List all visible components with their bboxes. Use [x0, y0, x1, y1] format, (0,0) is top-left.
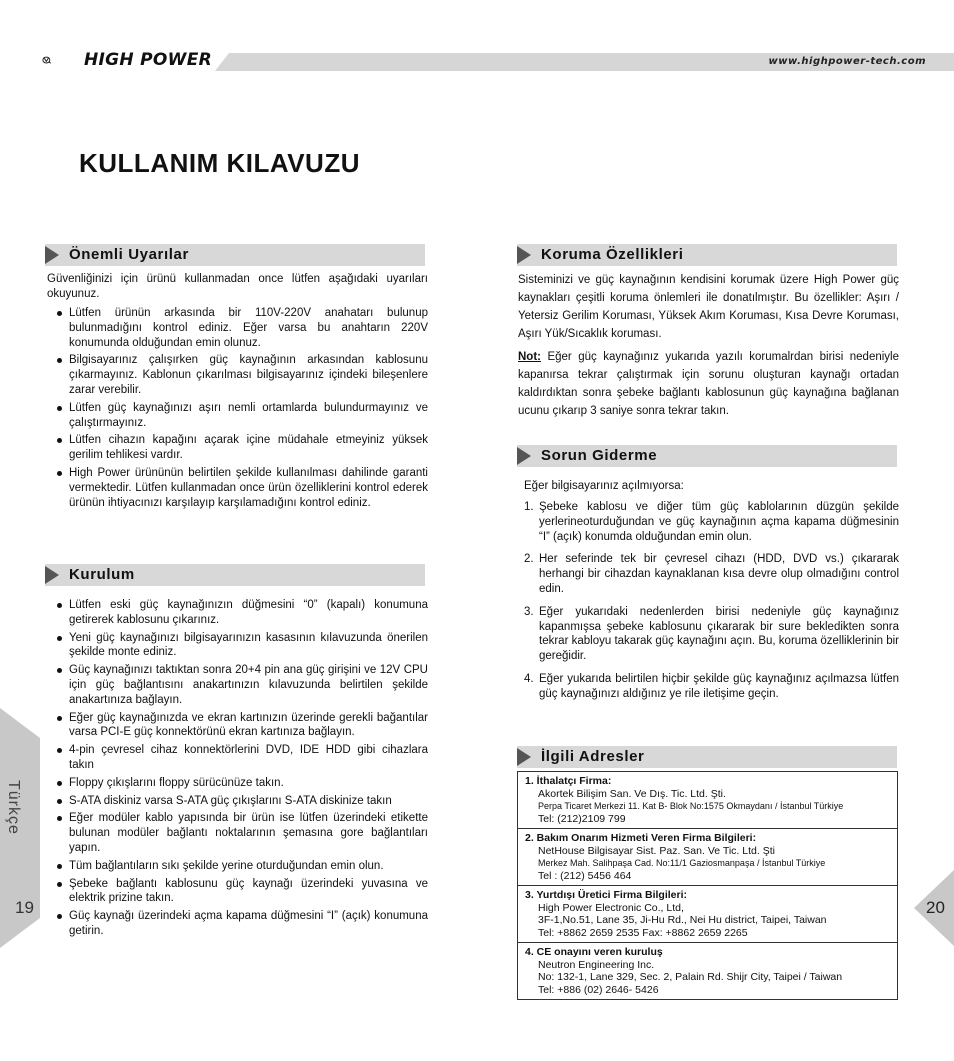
address-line: Neutron Engineering Inc. — [538, 958, 655, 971]
list-item: Yeni güç kaynağınızı bilgisayarınızın kasasının kılavuzunda önerilen şekilde monte ediniz. — [55, 631, 428, 661]
list-item — [518, 500, 899, 544]
list-item: S-ATA diskiniz varsa S-ATA güç çıkışlarını S-ATA diskinize takın — [55, 794, 428, 809]
item-number: 3. — [524, 605, 534, 618]
list-item: Lütfen cihazın kapağını açarak içine müdahale etmeyiniz yüksek gerilim tehlikesi vardır. — [55, 433, 428, 463]
brand-name: HIGH POWER — [84, 50, 213, 70]
address-line: NetHouse Bilgisayar Sist. Paz. San. Ve Tic. Ltd. Şti — [538, 844, 775, 857]
list-item: Lütfen güç kaynağınızı aşırı nemli ortamlarda bulundurmayınız ve çalıştırmayınız. — [55, 401, 428, 431]
item-number: 2. — [524, 553, 534, 566]
section-header-warnings — [45, 244, 425, 266]
list-item: Bilgisayarınız çalışırken güç kaynağının arkasından kablosunu çıkarmayınız. Kablonun çıkarılması bilgisayarınız içindeki bileşenlere zarar verebilir. — [55, 353, 428, 397]
address-line: Perpa Ticaret Merkezi 11. Kat B- Blok No:1575 Okmaydanı / İstanbul Türkiye — [538, 801, 844, 811]
installation-list — [55, 598, 428, 942]
list-item: Lütfen ürünün arkasında bir 110V-220V anahatarı bulunup bulunmadığını kontrol ediniz. Eğer varsa bu anahtarın 220V konumunda olduğundan emin olunuz. — [55, 306, 428, 350]
warnings-list — [55, 306, 428, 513]
address-tel: Tel : (212) 5456 464 — [538, 869, 632, 882]
page-number-left: 19 — [15, 898, 34, 917]
item-text: Şebeke kablosu ve diğer tüm güç kablolarının düzgün şekilde yerlerineoturduğundan ve güç kaynağının açma kapama düğmesinin “I” (açık) konumda olduğundan emin olun. — [539, 501, 899, 543]
address-tel: Tel: +886 (02) 2646- 5426 — [538, 983, 659, 996]
address-title: 2. Bakım Onarım Hizmeti Veren Firma Bilgileri: — [525, 832, 757, 844]
page-number-right: 20 — [926, 898, 945, 917]
item-text: Eğer yukarıda belirtilen hiçbir şekilde güç kaynağınız açılmazsa lütfen güç kaynağınızı aldığınız ye rile iletişime geçin. — [539, 672, 899, 700]
address-line: Akortek Bilişim San. Ve Dış. Tic. Ltd. Şti. — [538, 787, 726, 800]
list-item — [518, 605, 899, 664]
section-title: Önemli Uyarılar — [69, 246, 189, 263]
note-text: Eğer güç kaynağınız yukarıda yazılı korumalrdan birisi nedeniyle kapanırsa tekrar çalıştırmak için sorunu oluşturan kaynağı ortadan kaldırdıktan sonra şebeke bağlantı kablosunun güç kaynağına bağlanan ucunu çıkarıp 3 saniye sonra tekrar takın. — [518, 351, 899, 417]
section-header-addresses — [517, 746, 897, 768]
list-item — [518, 552, 899, 596]
address-block-service — [518, 829, 897, 886]
list-item: Şebeke bağlantı kablosunu güç kaynağı üzerindeki yuvasına ve elektrik prizine takın. — [55, 877, 428, 907]
list-item: 4-pin çevresel cihaz konnektörlerini DVD, IDE HDD gibi cihazlara takın — [55, 743, 428, 773]
list-item: Güç kaynağı üzerindeki açma kapama düğmesini “I” (açık) konumuna getirin. — [55, 909, 428, 939]
troubleshooting-list — [518, 500, 899, 710]
address-line: 3F-1,No.51, Lane 35, Ji-Hu Rd., Nei Hu district, Taipei, Taiwan — [538, 914, 827, 926]
list-item: High Power ürününün belirtilen şekilde kullanılması dahilinde garanti vermektedir. Lütfen kullanmadan once ürün özelliklerini kontrol ederek ürünün ihtiyacınızı karşılayıp karşılamadığını kontrol ediniz. — [55, 466, 428, 510]
address-tel: Tel: +8862 2659 2535 Fax: +8862 2659 2265 — [538, 926, 748, 939]
header-url[interactable]: www.highpower-tech.com — [768, 56, 926, 67]
language-label: Türkçe — [5, 780, 22, 835]
brand-logo-icon — [42, 44, 82, 76]
address-line: No: 132-1, Lane 329, Sec. 2, Palain Rd. Shijr City, Taipei / Taiwan — [538, 971, 843, 983]
protection-paragraph: Sisteminizi ve güç kaynağının kendisini korumak üzere High Power güç kaynakları çeşitli koruma önlemleri ile donatılmıştır. Bu özellikler: Aşırı / Yetersiz Gerilim Koruması, Yüksek Akım Koruması, Kısa Devre Koruması, Aşırı Yük/Sıcaklık koruması. — [518, 274, 899, 340]
list-item: Güç kaynağınızı taktıktan sonra 20+4 pin ana güç girişini ve 12V CPU için güç bağlantısını anakartınızın kılavuzunda belirtilen şekilde anakartınıza bağlayın. — [55, 663, 428, 707]
list-item: Eğer modüler kablo yapısında bir ürün ise lütfen üzerindeki etikette bulunan modüler bağlantı noktalarının şemasına gore bağlantıları yapın. — [55, 811, 428, 855]
list-item: Tüm bağlantıların sıkı şekilde yerine oturduğundan emin olun. — [55, 859, 428, 874]
section-arrow-icon — [517, 748, 531, 766]
warnings-intro: Güvenliğinizi için ürünü kullanmadan once lütfen aşağıdaki uyarıları okuyunuz. — [47, 273, 428, 300]
section-title: Sorun Giderme — [541, 447, 658, 464]
item-text: Her seferinde tek bir çevresel cihazı (HDD, DVD vs.) çıkararak herhangi bir cihazdan kaynaklanan kısa devre olup olmadığını control edin. — [539, 553, 899, 595]
address-block-ce — [518, 943, 897, 999]
section-title: İlgili Adresler — [541, 748, 645, 765]
address-table — [517, 771, 898, 1000]
section-arrow-icon — [45, 566, 59, 584]
address-line: High Power Electronic Co., Ltd, — [538, 901, 684, 914]
section-title: Koruma Özellikleri — [541, 246, 684, 263]
section-arrow-icon — [517, 447, 531, 465]
item-text: Eğer yukarıdaki nedenlerden birisi nedeniyle güç kaynağınız kapanmışsa şebeke kablosunu çıkararak bir sure bekledikten sonra tekrar kabloyu takarak güç kaynağını açın. Bu, koruma özelliklerinin bir gereğidir. — [539, 605, 899, 663]
list-item — [518, 672, 899, 702]
address-title: 3. Yurtdışı Üretici Firma Bilgileri: — [525, 889, 688, 901]
address-title: 4. CE onayını veren kuruluş — [525, 946, 663, 958]
section-arrow-icon — [45, 246, 59, 264]
address-line: Merkez Mah. Salihpaşa Cad. No:11/1 Gaziosmanpaşa / İstanbul Türkiye — [538, 858, 826, 868]
section-header-protection — [517, 244, 897, 266]
address-block-importer — [518, 772, 897, 829]
list-item: Eğer güç kaynağınızda ve ekran kartınızın üzerinde gerekli bağantılar varsa PCI-E güç konnektörünü ekran kartınıza bağlayın. — [55, 711, 428, 741]
address-tel: Tel: (212)2109 799 — [538, 812, 626, 825]
list-item: Lütfen eski güç kaynağınızın düğmesini “0” (kapalı) konumuna getirerek kablosunu çıkarınız. — [55, 598, 428, 628]
section-title: Kurulum — [69, 566, 135, 583]
item-number: 4. — [524, 672, 534, 685]
list-item: Floppy çıkışlarını floppy sürücünüze takın. — [55, 776, 428, 791]
protection-note — [518, 348, 899, 420]
note-label: Not: — [518, 351, 541, 363]
item-number: 1. — [524, 501, 534, 513]
section-header-troubleshooting — [517, 445, 897, 467]
section-arrow-icon — [517, 246, 531, 264]
page-title: KULLANIM KILAVUZU — [79, 148, 360, 178]
troubleshooting-intro: Eğer bilgisayarınız açılmıyorsa: — [524, 480, 684, 492]
section-header-installation — [45, 564, 425, 586]
address-title: 1. İthalatçı Firma: — [525, 775, 612, 787]
address-block-manufacturer — [518, 886, 897, 943]
